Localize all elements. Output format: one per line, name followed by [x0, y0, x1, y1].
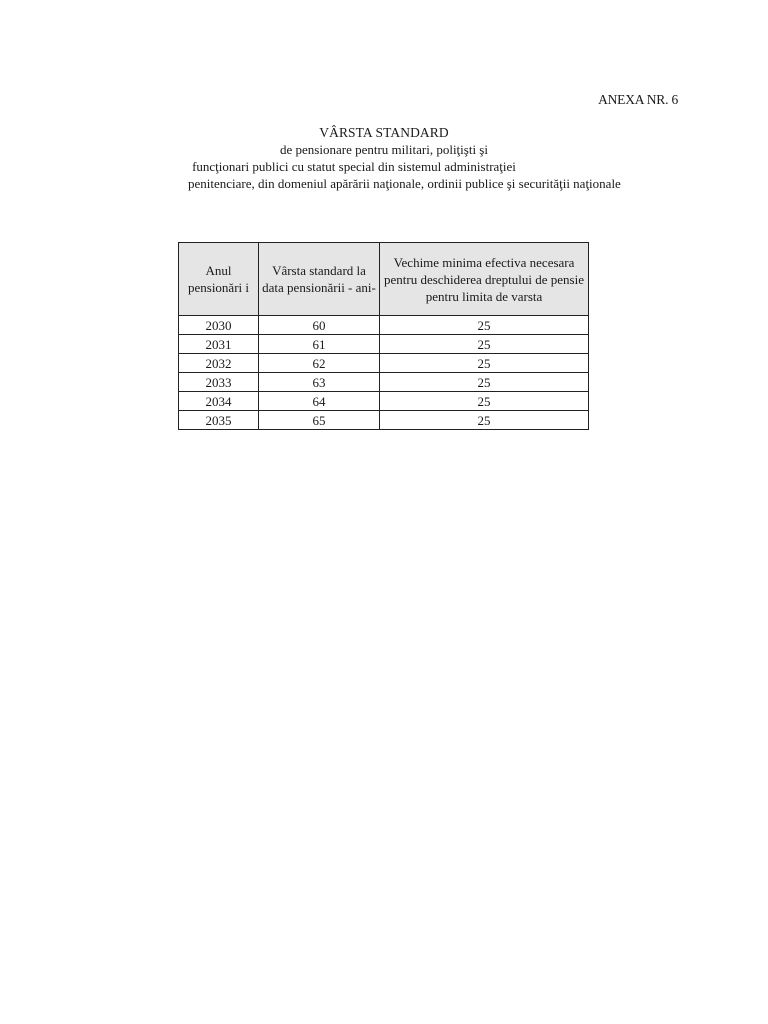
document-title-block [150, 124, 621, 192]
cell-standard-age: 60 [259, 316, 380, 335]
header-year-text: Anul pensionări i [187, 263, 249, 295]
cell-standard-age: 65 [259, 411, 380, 430]
cell-year: 2030 [179, 316, 259, 335]
document-subtitle-line-3: penitenciare, din domeniul apărării naţionale, ordinii publice şi securităţii naţionale [188, 176, 621, 191]
cell-year: 2033 [179, 373, 259, 392]
table-row [179, 354, 589, 373]
document-title: VÂRSTA STANDARD [319, 125, 449, 140]
cell-standard-age: 63 [259, 373, 380, 392]
cell-min-seniority: 25 [380, 411, 589, 430]
cell-min-seniority: 25 [380, 392, 589, 411]
header-year [179, 243, 259, 316]
cell-min-seniority: 25 [380, 335, 589, 354]
cell-year: 2031 [179, 335, 259, 354]
header-min-seniority-text: Vechime minima efectiva necesara pentru deschiderea dreptului de pensie pentru limita de varsta [384, 254, 584, 304]
cell-year: 2034 [179, 392, 259, 411]
document-subtitle-line-1: de pensionare pentru militari, poliţişti şi [280, 142, 488, 157]
cell-standard-age: 61 [259, 335, 380, 354]
cell-standard-age: 62 [259, 354, 380, 373]
table-row [179, 392, 589, 411]
table-row [179, 373, 589, 392]
table-row [179, 335, 589, 354]
table-header-row [179, 243, 589, 316]
annex-label: ANEXA NR. 6 [598, 92, 678, 107]
cell-year: 2032 [179, 354, 259, 373]
table-row [179, 411, 589, 430]
document-subtitle-line-2: funcţionari publici cu statut special din sistemul administraţiei [192, 159, 516, 174]
table-row [179, 316, 589, 335]
cell-standard-age: 64 [259, 392, 380, 411]
cell-min-seniority: 25 [380, 316, 589, 335]
cell-year: 2035 [179, 411, 259, 430]
header-standard-age [259, 243, 380, 316]
cell-min-seniority: 25 [380, 373, 589, 392]
cell-min-seniority: 25 [380, 354, 589, 373]
header-min-seniority [380, 243, 589, 316]
retirement-age-table [178, 242, 589, 430]
header-standard-age-text: Vârsta standard la data pensionării - ani- [262, 263, 376, 295]
